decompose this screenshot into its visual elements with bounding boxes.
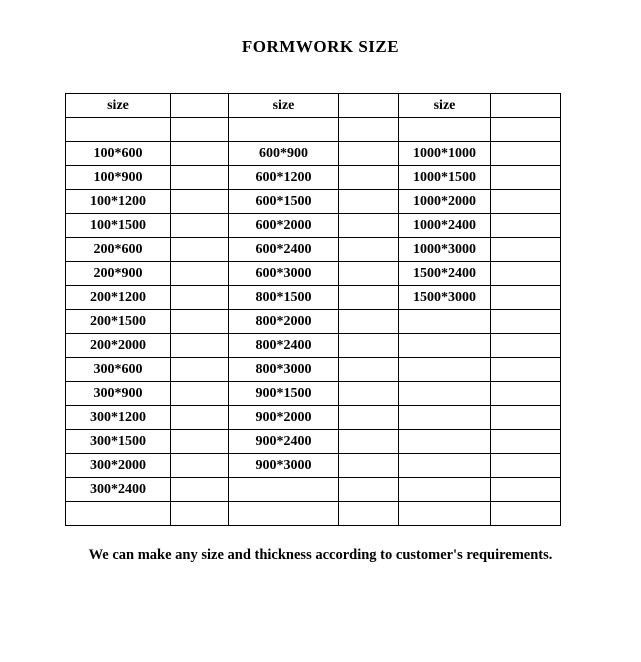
size-cell: 800*1500: [229, 286, 339, 310]
spacer-cell: [339, 310, 399, 334]
size-cell: 300*2400: [66, 478, 171, 502]
spacer-cell: [491, 94, 561, 118]
spacer-cell: [171, 334, 229, 358]
size-cell: [399, 430, 491, 454]
blank-cell: [229, 118, 339, 142]
spacer-cell: [491, 454, 561, 478]
size-cell: 300*2000: [66, 454, 171, 478]
spacer-cell: [491, 190, 561, 214]
spacer-cell: [339, 430, 399, 454]
blank-cell: [399, 118, 491, 142]
spacer-cell: [171, 238, 229, 262]
spacer-cell: [339, 406, 399, 430]
spacer-cell: [339, 142, 399, 166]
blank-cell: [66, 118, 171, 142]
spacer-cell: [491, 214, 561, 238]
size-cell: 200*1500: [66, 310, 171, 334]
spacer-cell: [339, 238, 399, 262]
table-row: [66, 190, 561, 214]
blank-cell: [229, 502, 339, 526]
blank-cell: [339, 502, 399, 526]
size-cell: 900*2000: [229, 406, 339, 430]
spacer-cell: [171, 262, 229, 286]
table-row: [66, 142, 561, 166]
table-row: [66, 358, 561, 382]
blank-cell: [171, 502, 229, 526]
size-cell: [399, 358, 491, 382]
spacer-cell: [491, 142, 561, 166]
table-row: [66, 262, 561, 286]
size-column-header: size: [66, 94, 171, 118]
spacer-cell: [171, 142, 229, 166]
size-cell: 300*1500: [66, 430, 171, 454]
size-cell: 1500*3000: [399, 286, 491, 310]
spacer-cell: [171, 166, 229, 190]
blank-cell: [66, 502, 171, 526]
spacer-cell: [339, 334, 399, 358]
spacer-cell: [491, 286, 561, 310]
spacer-cell: [491, 166, 561, 190]
table-row: [66, 478, 561, 502]
size-cell: [399, 310, 491, 334]
size-cell: 800*3000: [229, 358, 339, 382]
size-cell: 1000*2000: [399, 190, 491, 214]
size-cell: 800*2000: [229, 310, 339, 334]
spacer-cell: [171, 478, 229, 502]
size-cell: [399, 334, 491, 358]
size-cell: [399, 406, 491, 430]
spacer-cell: [171, 430, 229, 454]
spacer-cell: [171, 286, 229, 310]
spacer-cell: [339, 94, 399, 118]
size-cell: 200*600: [66, 238, 171, 262]
spacer-cell: [491, 406, 561, 430]
table-row: [66, 214, 561, 238]
spacer-cell: [491, 358, 561, 382]
size-cell: 1000*1000: [399, 142, 491, 166]
spacer-cell: [491, 382, 561, 406]
blank-cell: [339, 118, 399, 142]
blank-cell: [171, 118, 229, 142]
size-cell: 800*2400: [229, 334, 339, 358]
size-cell: 200*2000: [66, 334, 171, 358]
spacer-cell: [339, 166, 399, 190]
table-row: [66, 286, 561, 310]
size-cell: 600*1200: [229, 166, 339, 190]
blank-cell: [491, 502, 561, 526]
size-cell: [229, 478, 339, 502]
size-column-header: size: [229, 94, 339, 118]
table-row: [66, 166, 561, 190]
spacer-cell: [491, 238, 561, 262]
size-cell: [399, 478, 491, 502]
spacer-cell: [491, 262, 561, 286]
size-cell: 1000*2400: [399, 214, 491, 238]
size-cell: 900*2400: [229, 430, 339, 454]
spacer-cell: [171, 310, 229, 334]
table-row: [66, 406, 561, 430]
spacer-cell: [171, 406, 229, 430]
formwork-size-table: [65, 93, 561, 526]
size-cell: 300*900: [66, 382, 171, 406]
spacer-cell: [491, 334, 561, 358]
size-cell: 200*900: [66, 262, 171, 286]
blank-cell: [491, 118, 561, 142]
size-cell: 600*2000: [229, 214, 339, 238]
size-cell: 600*3000: [229, 262, 339, 286]
spacer-cell: [491, 430, 561, 454]
table-row: [66, 382, 561, 406]
table-row: [66, 334, 561, 358]
table-row: [66, 238, 561, 262]
blank-row: [66, 502, 561, 526]
size-cell: 1000*3000: [399, 238, 491, 262]
spacer-cell: [491, 478, 561, 502]
spacer-cell: [339, 358, 399, 382]
size-cell: 200*1200: [66, 286, 171, 310]
size-cell: 100*1500: [66, 214, 171, 238]
size-cell: 600*1500: [229, 190, 339, 214]
spacer-cell: [171, 190, 229, 214]
spacer-cell: [339, 214, 399, 238]
size-cell: 900*1500: [229, 382, 339, 406]
size-cell: 100*900: [66, 166, 171, 190]
table-row: [66, 454, 561, 478]
size-cell: 300*1200: [66, 406, 171, 430]
formwork-table-body: [66, 94, 561, 526]
blank-cell: [399, 502, 491, 526]
size-cell: 600*2400: [229, 238, 339, 262]
size-cell: 1000*1500: [399, 166, 491, 190]
spacer-cell: [339, 478, 399, 502]
footer-note: We can make any size and thickness according to customer's requirements.: [88, 547, 553, 563]
table-row: [66, 430, 561, 454]
size-cell: [399, 454, 491, 478]
blank-row: [66, 118, 561, 142]
spacer-cell: [171, 382, 229, 406]
size-column-header: size: [399, 94, 491, 118]
size-cell: 1500*2400: [399, 262, 491, 286]
spacer-cell: [171, 358, 229, 382]
table-row: [66, 310, 561, 334]
spacer-cell: [339, 454, 399, 478]
spacer-cell: [339, 190, 399, 214]
spacer-cell: [339, 262, 399, 286]
spacer-cell: [491, 310, 561, 334]
size-cell: 900*3000: [229, 454, 339, 478]
size-cell: 100*1200: [66, 190, 171, 214]
table-header-row: [66, 94, 561, 118]
spacer-cell: [171, 214, 229, 238]
spacer-cell: [171, 94, 229, 118]
spacer-cell: [339, 382, 399, 406]
page-title: FORMWORK SIZE: [241, 37, 400, 56]
size-cell: 300*600: [66, 358, 171, 382]
spacer-cell: [339, 286, 399, 310]
size-cell: 600*900: [229, 142, 339, 166]
spacer-cell: [171, 454, 229, 478]
size-cell: [399, 382, 491, 406]
size-cell: 100*600: [66, 142, 171, 166]
